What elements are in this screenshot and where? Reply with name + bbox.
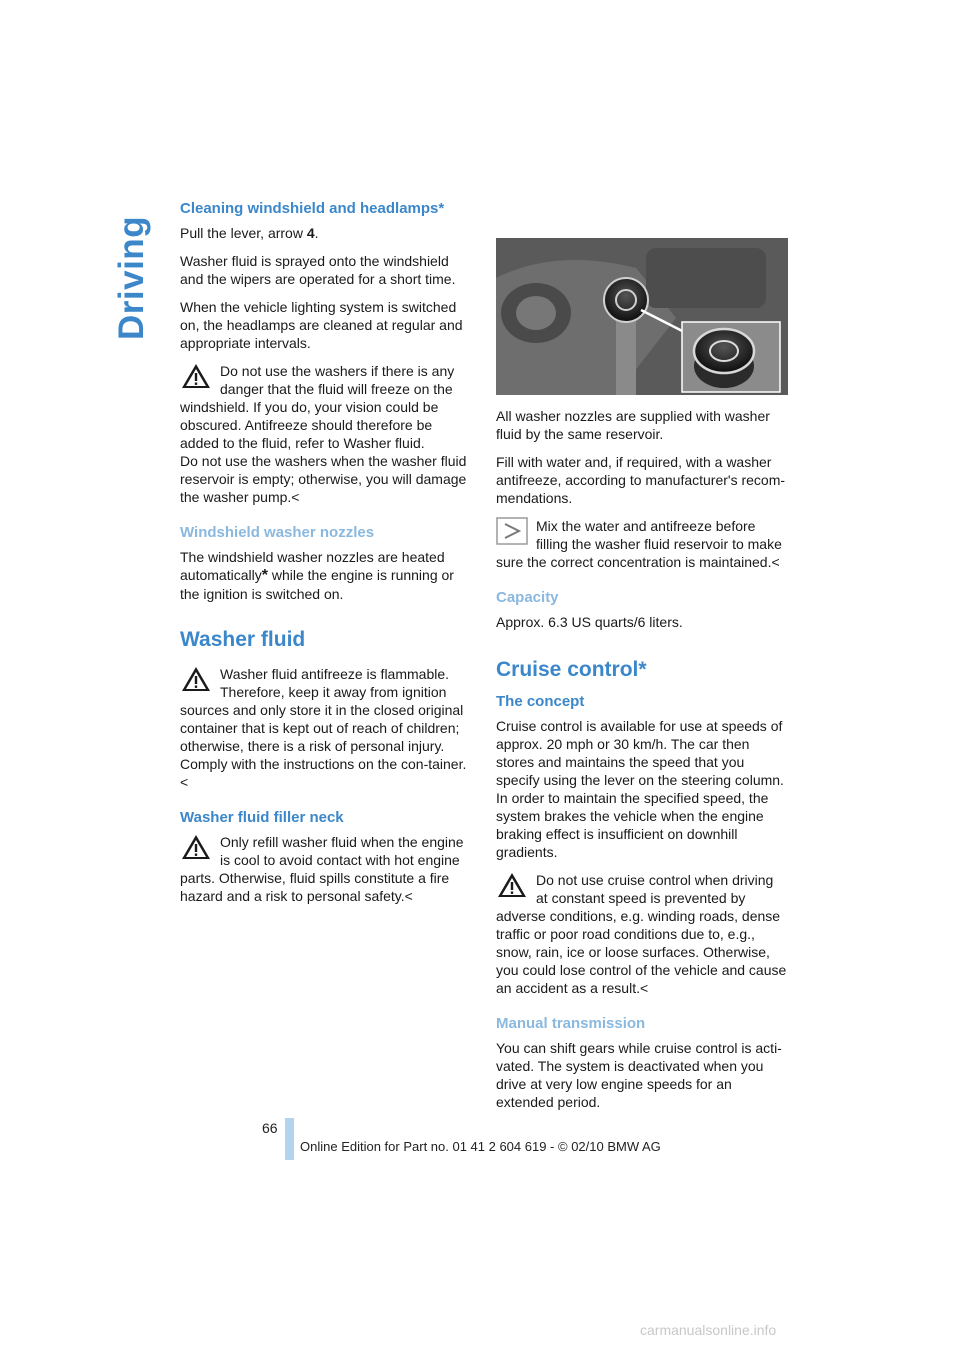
washer-reservoir-illustration [496, 238, 788, 395]
chapter-tab [112, 215, 164, 346]
page-number: 66 [262, 1120, 278, 1136]
text-concept: Cruise control is available for use at speeds of approx. 20 mph or 30 km/h. The car then stores and maintains the speed that you specify using the lever on the steering column. In order to maintain the specified speed, the system brakes the vehicle when the engine braking effect is insufficient on downhill gradients. [496, 718, 784, 860]
text-manual-transmission: You can shift gears while cruise control is acti-vated. The system is deactivated when you drive at very low engine speeds for an extended period. [496, 1040, 782, 1110]
heading-cruise-control: Cruise control* [496, 658, 647, 681]
heading-concept: The concept [496, 693, 585, 710]
right-column [496, 238, 788, 1121]
chapter-tab-label: Driving [112, 215, 151, 340]
heading-cleaning: Cleaning windshield and headlamps* [180, 200, 445, 217]
warning-triangle-icon [180, 833, 214, 863]
text-capacity: Approx. 6.3 US quarts/6 liters. [496, 614, 683, 630]
tip-mix: Mix the water and antifreeze before filling the washer fluid reservoir to make sure the correct concentration is maintained.< [496, 518, 782, 570]
footer-edition: Online Edition for Part no. 01 41 2 604 619 - © 02/10 BMW AG [300, 1139, 661, 1154]
text-fill-water: Fill with water and, if required, with a washer antifreeze, according to manufacturer's recom-mendations. [496, 454, 786, 506]
warning-flammable: Washer fluid antifreeze is flammable. Therefore, keep it away from ignition sources and only store it in the closed original container that is kept out of reach of children; otherwise, there is a risk of personal injury. Comply with the instructions on the con-tainer.< [180, 666, 467, 790]
warning-triangle-icon [180, 362, 214, 392]
text-pull-lever: Pull the lever, arrow 4. [180, 225, 319, 241]
warning-triangle-icon [180, 665, 214, 695]
note-arrow-icon [496, 517, 530, 547]
warning-triangle-icon [496, 871, 530, 901]
heading-washer-fluid: Washer fluid [180, 628, 306, 651]
text-sprayed: Washer fluid is sprayed onto the windshield and the wipers are operated for a short time. [180, 253, 456, 287]
footer-bar [285, 1118, 294, 1160]
watermark: carmanualsonline.info [640, 1322, 777, 1338]
heading-manual-transmission: Manual transmission [496, 1015, 646, 1032]
warning-freeze: Do not use the washers if there is any danger that the fluid will freeze on the windshield. If you do, your vision could be obscured. Antifreeze should therefore be added to the fluid, refer to Washer fluid. Do not use the washers when the washer fluid reservoir is empty; otherwise, you will damage the washer pump.< [180, 363, 467, 505]
text-nozzles-supplied: All washer nozzles are supplied with washer fluid by the same reservoir. [496, 408, 770, 442]
text-lighting: When the vehicle lighting system is switched on, the headlamps are cleaned at regular and appropriate intervals. [180, 299, 463, 351]
heading-capacity: Capacity [496, 589, 559, 606]
left-column [180, 200, 472, 915]
heading-nozzles: Windshield washer nozzles [180, 524, 375, 541]
washer-reservoir-photo [496, 238, 788, 395]
heading-filler-neck: Washer fluid filler neck [180, 809, 344, 826]
warning-cruise: Do not use cruise control when driving at constant speed is prevented by adverse conditions, e.g. winding roads, dense traffic or poor road conditions due to, e.g., snow, rain, ice or loose surfaces. Otherwise, you could lose control of the vehicle and cause an accident as a result.< [496, 872, 787, 996]
text-nozzles-heated: The windshield washer nozzles are heated automatically* while the engine is running or the ignition is switched on. [180, 549, 454, 602]
warning-hot-engine: Only refill washer fluid when the engine is cool to avoid contact with hot engine parts. Otherwise, fluid spills constitute a fire hazard and a risk to personal safety.< [180, 834, 464, 904]
